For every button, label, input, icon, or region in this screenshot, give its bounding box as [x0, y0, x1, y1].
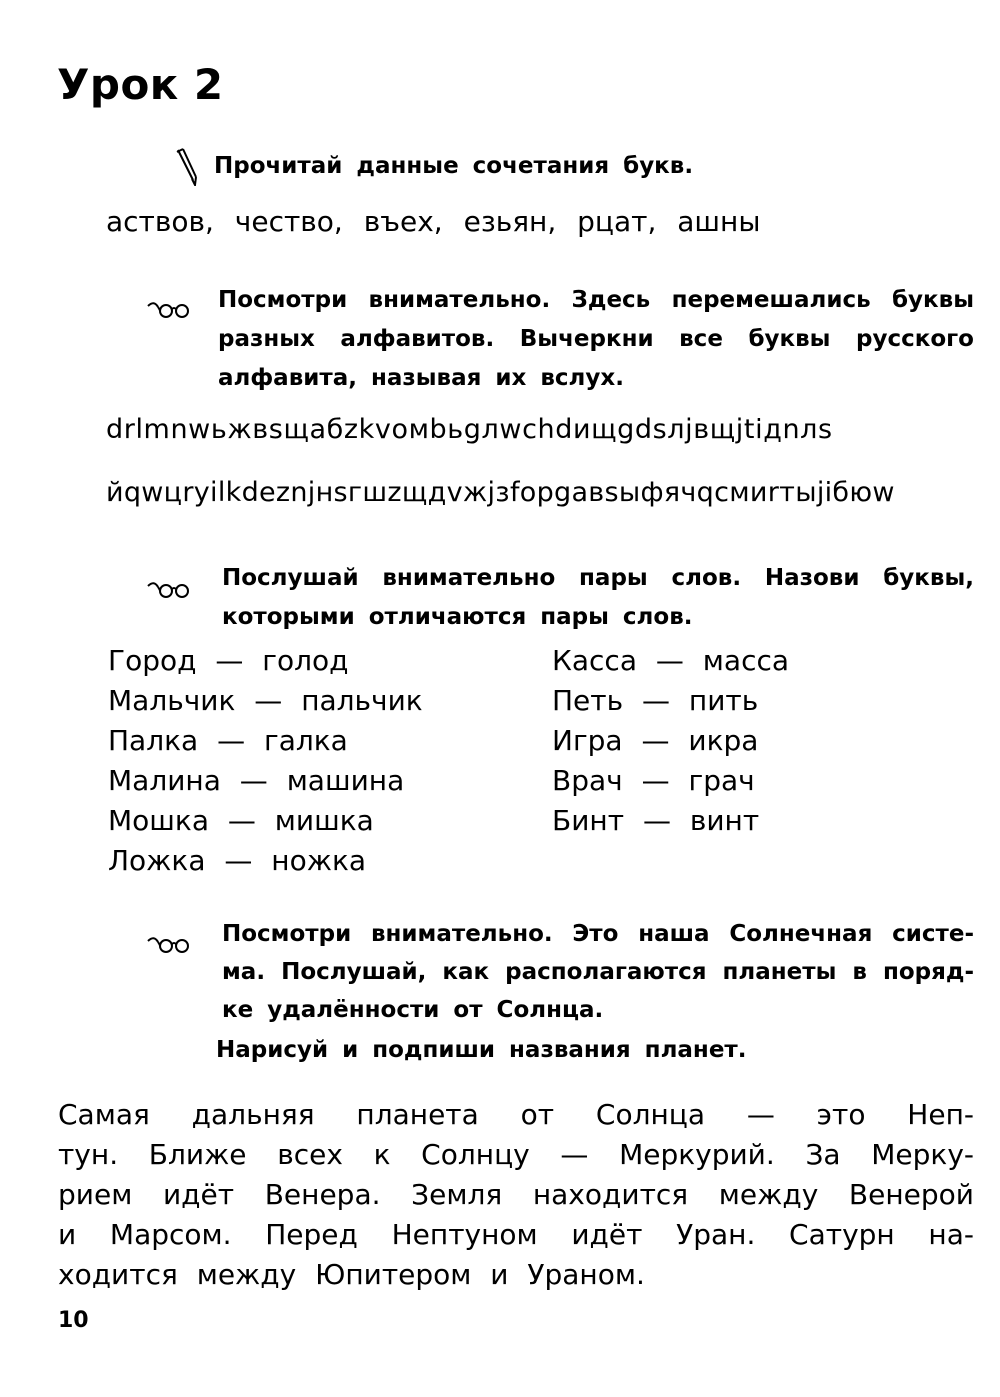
glasses-icon: [146, 298, 192, 320]
glasses-icon: [146, 578, 192, 600]
mixed-letters-line-1: drlmnwьжвsщaбzkvoмbьgлwchdищgdsлjвщjtідnлs: [106, 414, 833, 445]
word-pair: Касса — масса: [552, 644, 790, 677]
task4-draw-instruction: Нарисуй и подпиши названия планет.: [216, 1037, 747, 1063]
story-line: рием идёт Венера. Земля находится между Венерой: [58, 1178, 974, 1211]
word-pairs-left: [108, 641, 423, 881]
solar-system-text: [58, 1095, 974, 1295]
instruction-line: Послушай внимательно пары слов. Назови буквы,: [222, 565, 974, 591]
glasses-icon: [146, 933, 192, 955]
word-pair: Палка — галка: [108, 724, 348, 757]
task1-instruction: Прочитай данные сочетания букв.: [214, 153, 694, 179]
letter-combinations: аствов, чество, въех, езьян, рцат, ашны: [106, 205, 761, 238]
story-line: и Марсом. Перед Нептуном идёт Уран. Сатурн на-: [58, 1218, 974, 1251]
story-line: Самая дальняя планета от Солнца — это Неп-: [58, 1098, 974, 1131]
instruction-line: Посмотри внимательно. Здесь перемешались буквы: [218, 287, 974, 313]
instruction-line: ке удалённости от Солнца.: [222, 997, 604, 1023]
word-pair: Ложка — ножка: [108, 844, 367, 877]
page-title: Урок 2: [57, 60, 224, 109]
instruction-line: разных алфавитов. Вычеркни все буквы русского: [218, 326, 974, 352]
task4-instruction: [222, 915, 974, 1029]
word-pairs-right: [552, 641, 789, 841]
word-pair: Мошка — мишка: [108, 804, 374, 837]
word-pair: Мальчик — пальчик: [108, 684, 423, 717]
word-pair: Город — голод: [108, 644, 349, 677]
instruction-line: Посмотри внимательно. Это наша Солнечная систе-: [222, 921, 974, 947]
instruction-line: которыми отличаются пары слов.: [222, 604, 693, 630]
task2-instruction: [218, 281, 974, 398]
mixed-letters-line-2: йqwцryilkdeznjнsгшzщдvжjзfopgaвsыфячqcмиrтыjібюw: [106, 477, 895, 508]
word-pair: Игра — икра: [552, 724, 759, 757]
page-number: 10: [58, 1308, 89, 1333]
word-pair: Врач — грач: [552, 764, 755, 797]
instruction-line: алфавита, называя их вслух.: [218, 365, 624, 391]
word-pair: Бинт — винт: [552, 804, 760, 837]
word-pair: Петь — пить: [552, 684, 759, 717]
story-line: ходится между Юпитером и Ураном.: [58, 1258, 645, 1291]
story-line: тун. Ближе всех к Солнцу — Меркурий. За Мерку-: [58, 1138, 974, 1171]
instruction-line: ма. Послушай, как располагаются планеты в поряд-: [222, 959, 974, 985]
pencil-icon: [176, 148, 198, 186]
word-pair: Малина — машина: [108, 764, 405, 797]
task3-instruction: [222, 559, 974, 637]
